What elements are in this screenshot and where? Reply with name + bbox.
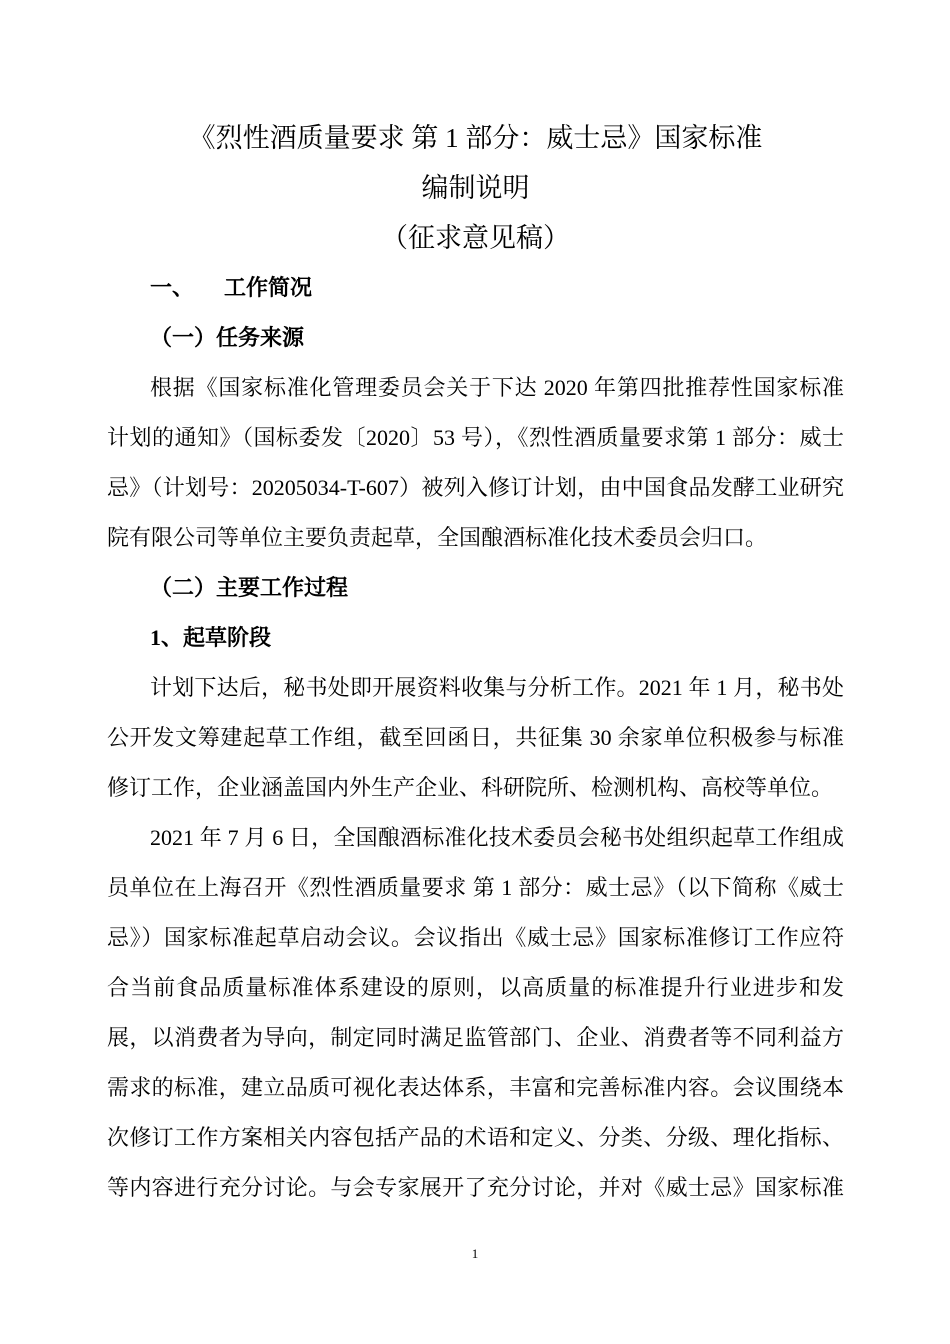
- paragraph-line: 修订工作，企业涵盖国内外生产企业、科研院所、检测机构、高校等单位。: [107, 775, 834, 800]
- paragraph-line: 忌》（计划号：20205034-T-607）被列入修订计划，由中国食品发酵工业研究: [107, 475, 844, 500]
- paragraph-line: 等内容进行充分讨论。与会专家展开了充分讨论，并对《威士忌》国家标准: [107, 1175, 844, 1200]
- subsection-heading-work-process: （二）主要工作过程: [150, 575, 349, 600]
- paragraph-line: 忌》）国家标准起草启动会议。会议指出《威士忌》国家标准修订工作应符: [107, 925, 844, 950]
- paragraph-line: 院有限公司等单位主要负责起草，全国酿酒标准化技术委员会归口。: [107, 525, 768, 550]
- document-page: [107, 113, 844, 1213]
- paragraph-line: 次修订工作方案相关内容包括产品的术语和定义、分类、分级、理化指标、: [107, 1125, 844, 1150]
- doc-title-line3: （征求意见稿）: [381, 223, 570, 253]
- paragraph-line: 计划下达后，秘书处即开展资料收集与分析工作。2021 年 1 月，秘书处: [150, 675, 844, 700]
- paragraph-line: 公开发文筹建起草工作组，截至回函日，共征集 30 余家单位积极参与标准: [107, 725, 844, 750]
- subsection-heading-task-source: （一）任务来源: [150, 325, 305, 350]
- paragraph-line: 展，以消费者为导向，制定同时满足监管部门、企业、消费者等不同利益方: [107, 1025, 844, 1050]
- step-heading-drafting: 1、起草阶段: [150, 625, 272, 650]
- paragraph-line: 合当前食品质量标准体系建设的原则，以高质量的标准提升行业进步和发: [107, 975, 844, 1000]
- section-title: 工作简况: [224, 275, 313, 300]
- section-number: 一、: [150, 275, 195, 300]
- section-heading-1: [107, 263, 844, 313]
- paragraph-line: 员单位在上海召开《烈性酒质量要求 第 1 部分：威士忌》（以下简称《威士: [107, 875, 844, 900]
- page-number: 1: [471, 1246, 479, 1261]
- paragraph-line: 需求的标准，建立品质可视化表达体系，丰富和完善标准内容。会议围绕本: [107, 1075, 844, 1100]
- paragraph-line: 计划的通知》（国标委发〔2020〕53 号），《烈性酒质量要求第 1 部分：威士: [107, 425, 844, 450]
- paragraph-line: 根据《国家标准化管理委员会关于下达 2020 年第四批推荐性国家标准: [150, 375, 844, 400]
- doc-title-line1: 《烈性酒质量要求 第 1 部分：威士忌》国家标准: [188, 123, 763, 153]
- paragraph-line: 2021 年 7 月 6 日，全国酿酒标准化技术委员会秘书处组织起草工作组成: [150, 825, 844, 850]
- doc-title-line2: 编制说明: [421, 173, 530, 203]
